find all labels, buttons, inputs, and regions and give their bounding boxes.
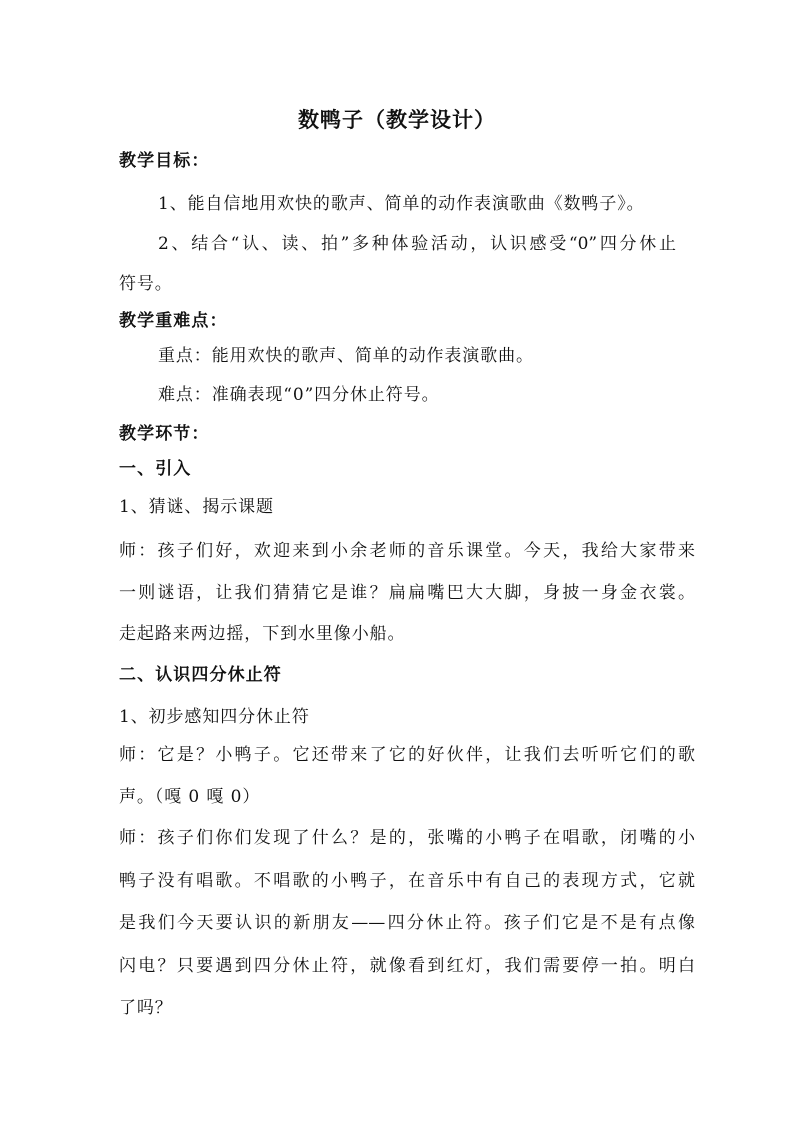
document-title: 数鸭子（教学设计）	[298, 108, 496, 132]
section-2-paragraph-1-line-2: 声。（嘎 0 嘎 0）	[119, 787, 261, 807]
section-2-paragraph-2-line-5: 了吗？	[119, 998, 173, 1018]
section-2-paragraph-1-line-1: 师：它是？小鸭子。它还带来了它的好伙伴，让我们去听听它们的歌	[119, 745, 695, 765]
key-point-difficulty: 难点：准确表现“0”四分休止符号。	[158, 385, 440, 405]
goals-heading: 教学目标：	[119, 151, 210, 171]
section-1-paragraph-line-1: 师：孩子们好，欢迎来到小余老师的音乐课堂。今天，我给大家带来	[119, 541, 695, 561]
goal-item-2-line-2: 符号。	[119, 274, 173, 294]
section-2-heading: 二、认识四分休止符	[119, 665, 282, 685]
section-2-paragraph-2-line-2: 鸭子没有唱歌。不唱歌的小鸭子，在音乐中有自己的表现方式，它就	[119, 871, 695, 891]
section-1-paragraph-line-3: 走起路来两边摇，下到水里像小船。	[119, 624, 406, 644]
section-1-paragraph-line-2: 一则谜语，让我们猜猜它是谁？扁扁嘴巴大大脚，身披一身金衣裳。	[119, 583, 695, 603]
section-2-paragraph-2-line-3: 是我们今天要认识的新朋友——四分休止符。孩子们它是不是有点像	[119, 913, 695, 933]
section-2-paragraph-2-line-4: 闪电？只要遇到四分休止符，就像看到红灯，我们需要停一拍。明白	[119, 956, 695, 976]
section-1-step-1: 1、猜谜、揭示课题	[119, 497, 274, 517]
key-points-heading: 教学重难点：	[119, 311, 228, 331]
process-heading: 教学环节：	[119, 424, 210, 444]
goal-item-2-line-1: 2、结合“认、读、拍”多种体验活动，认识感受“0”四分休止	[158, 234, 676, 254]
section-1-heading: 一、引入	[119, 459, 192, 479]
section-2-paragraph-2-line-1: 师：孩子们你们发现了什么？是的，张嘴的小鸭子在唱歌，闭嘴的小	[119, 828, 695, 848]
section-2-step-1: 1、初步感知四分休止符	[119, 707, 310, 727]
goal-item-1: 1、能自信地用欢快的歌声、简单的动作表演歌曲《数鸭子》。	[158, 194, 645, 214]
key-point-focus: 重点：能用欢快的歌声、简单的动作表演歌曲。	[158, 346, 534, 366]
